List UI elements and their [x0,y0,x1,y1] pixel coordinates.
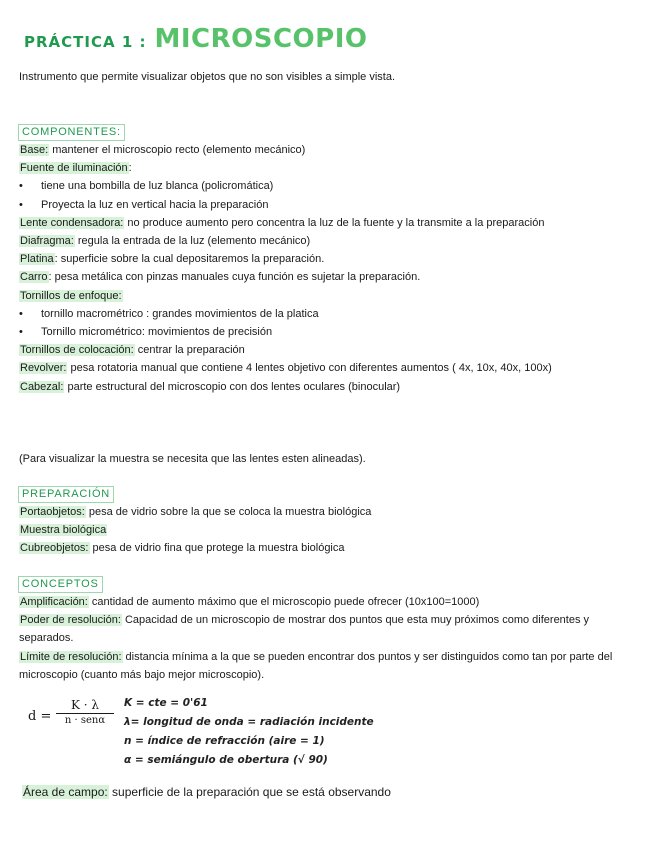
term-cabezal: Cabezal: [20,380,64,393]
definition-carro: : pesa metálica con pinzas manuales cuya función es sujetar la preparación. [48,271,421,284]
section-heading-componentes: COMPONENTES: [18,124,125,141]
list-item [19,341,624,359]
formula-fraction [56,698,114,726]
definition-area-campo: superficie de la preparación que se está observando [108,785,391,799]
bullet-icon: • [19,198,23,211]
alignment-note: (Para visualizar la muestra se necesita que las lentes esten alineadas). [19,453,366,465]
list-item [19,593,624,611]
list-item [19,359,624,377]
list-item [19,177,624,195]
term-platina: Platina [20,253,54,266]
resolution-formula [28,694,428,774]
list-item [19,323,624,341]
term-colocacion: Tornillos de colocación: [20,344,134,357]
definition-base: mantener el microscopio recto (elemento mecánico) [49,144,306,156]
formula-numerator: K · λ [56,698,114,714]
term-lente: Lente condensadora: [20,216,124,229]
definition-revolver: pesa rotatoria manual que contiene 4 lentes objetivo con diferentes aumentos ( 4x, 10x, 40x, 100x) [67,362,552,375]
definition-cabezal: parte estructural del microscopio con dos lentes oculares (binocular) [64,380,401,393]
term-amplificacion: Amplificación: [20,596,88,608]
bullet-text: tornillo macrométrico : grandes movimientos de la platica [41,307,319,320]
bullet-icon: • [19,307,23,320]
intro-text: Instrumento que permite visualizar objetos que no son visibles a simple vista. [19,71,396,83]
definition-amplificacion: cantidad de aumento máximo que el microscopio puede ofrecer (10x100=1000) [88,596,480,608]
title-prefix: PRÁCTICA 1 : [24,33,147,51]
definition-poder-resolucion: Capacidad de un microscopio de mostrar dos puntos que esta muy próximos como diferentes y separados. [19,614,590,645]
term-tornillos: Tornillos de enfoque: [20,289,122,302]
list-item [19,648,624,684]
definition-diafragma: regula la entrada de la luz (elemento mecánico) [74,235,311,248]
list-item [19,305,624,323]
term-base: Base: [20,144,49,156]
definition-portaobjetos: pesa de vidrio sobre la que se coloca la muestra biológica [85,506,372,518]
list-item [19,268,624,286]
definition-lente: no produce aumento pero concentra la luz de la fuente y la transmite a la preparación [124,216,545,229]
bullet-icon: • [19,180,23,193]
list-item [19,611,624,647]
list-item [19,141,624,159]
list-item [19,250,624,268]
list-item [19,378,624,396]
formula-lhs: d = [28,709,52,724]
colon: : [128,162,132,175]
term-muestra: Muestra biológica [20,524,107,537]
term-cubreobjetos: Cubreobjetos: [20,542,89,555]
list-item [19,287,624,305]
list-item [19,196,624,214]
term-portaobjetos: Portaobjetos: [20,506,85,518]
list-item [19,521,624,539]
definition-cubreobjetos: pesa de vidrio fina que protege la muestra biológica [89,542,345,555]
list-item [19,539,624,557]
area-de-campo [22,783,391,801]
term-revolver: Revolver: [20,362,67,375]
section-heading-conceptos: CONCEPTOS [18,576,103,593]
preparacion-list [19,503,624,558]
term-carro: Carro [20,271,48,284]
bullet-icon: • [19,326,23,339]
term-fuente: Fuente de iluminación [20,162,128,175]
bullet-text: Tornillo micrométrico: movimientos de precisión [41,326,273,339]
list-item [19,232,624,250]
page-title [24,24,367,54]
definition-k: K = cte = 0'61 [124,697,208,709]
term-diafragma: Diafragma: [20,235,74,248]
list-item [19,503,624,521]
definition-n: n = índice de refracción (aire = 1) [124,735,325,747]
formula-definitions [124,694,374,770]
title-main: MICROSCOPIO [154,24,368,54]
bullet-text: tiene una bombilla de luz blanca (policromática) [41,180,274,193]
definition-lambda: λ= longitud de onda = radiación incidente [124,716,374,728]
componentes-list [19,141,624,396]
definition-limite-resolucion: distancia mínima a la que se pueden encontrar dos puntos y ser distinguidos como tan por parte del microscopio (cuanto más bajo mejor microscopio). [19,650,613,681]
list-item [19,159,624,177]
formula-denominator: n · senα [64,715,106,726]
term-limite-resolucion: Límite de resolución: [20,650,122,663]
section-heading-preparacion: PREPARACIÓN [18,486,114,503]
definition-alpha: α = semiángulo de obertura (√ 90) [124,754,328,766]
definition-colocacion: centrar la preparación [134,344,245,357]
definition-platina: : superficie sobre la cual depositaremos la preparación. [54,253,325,266]
conceptos-list [19,593,624,684]
bullet-text: Proyecta la luz en vertical hacia la preparación [41,198,269,211]
list-item [19,214,624,232]
term-poder-resolucion: Poder de resolución: [20,614,121,627]
term-area-campo: Área de campo: [23,785,108,799]
